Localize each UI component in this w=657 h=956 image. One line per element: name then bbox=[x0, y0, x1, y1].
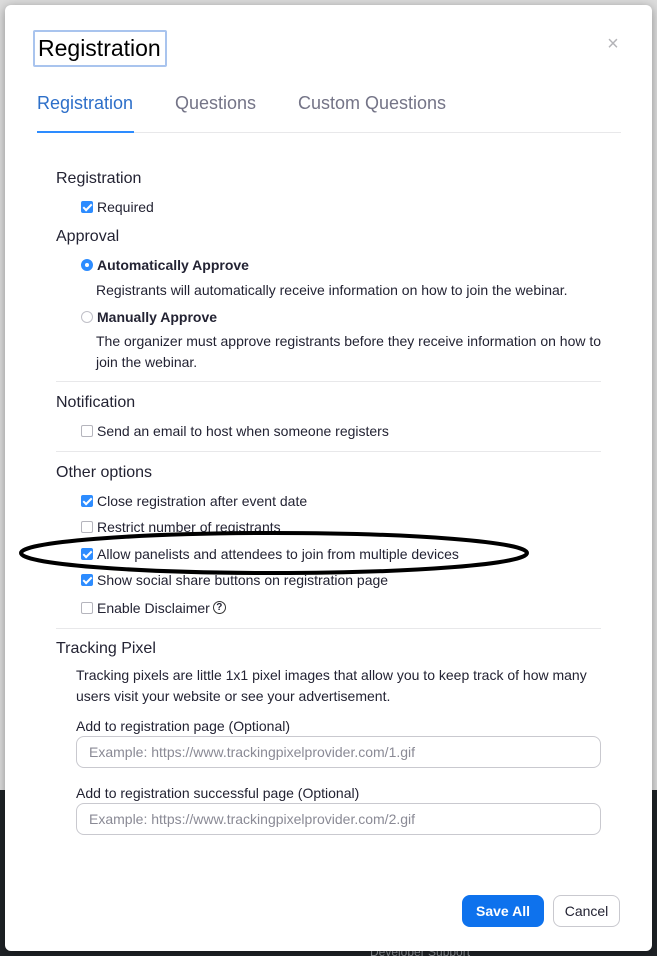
tab-registration[interactable]: Registration bbox=[37, 93, 134, 113]
dialog-title: Registration bbox=[33, 30, 167, 67]
multiple-devices-checkbox[interactable] bbox=[81, 548, 93, 560]
registration-heading: Registration bbox=[56, 170, 142, 187]
email-host-label: Send an email to host when someone registers bbox=[97, 423, 389, 439]
close-registration-label: Close registration after event date bbox=[97, 493, 308, 509]
manual-approve-label: Manually Approve bbox=[97, 309, 218, 325]
auto-approve-label: Automatically Approve bbox=[97, 257, 249, 273]
close-icon[interactable]: × bbox=[607, 33, 619, 55]
registration-page-pixel-input[interactable] bbox=[76, 736, 601, 768]
success-page-pixel-label: Add to registration successful page (Optional) bbox=[76, 785, 360, 801]
required-checkbox[interactable] bbox=[81, 201, 93, 213]
help-icon[interactable]: ? bbox=[213, 601, 226, 614]
registration-settings-dialog bbox=[5, 5, 652, 951]
notification-heading: Notification bbox=[56, 394, 136, 411]
section-divider bbox=[56, 628, 601, 629]
manual-approve-description-line2: join the webinar. bbox=[96, 354, 198, 370]
tab-custom-questions[interactable]: Custom Questions bbox=[298, 93, 447, 113]
enable-disclaimer-checkbox[interactable] bbox=[81, 602, 93, 614]
registration-page-pixel-label: Add to registration page (Optional) bbox=[76, 718, 291, 734]
multiple-devices-label: Allow panelists and attendees to join from multiple devices bbox=[97, 546, 459, 562]
tab-questions[interactable]: Questions bbox=[175, 93, 257, 113]
email-host-checkbox[interactable] bbox=[81, 425, 93, 437]
tracking-pixel-description-line1: Tracking pixels are little 1x1 pixel images that allow you to keep track of how many bbox=[76, 667, 587, 683]
cancel-button[interactable]: Cancel bbox=[553, 895, 620, 927]
manual-approve-description-line1: The organizer must approve registrants before they receive information on how to bbox=[96, 333, 602, 349]
required-label: Required bbox=[97, 199, 154, 215]
restrict-registrants-checkbox[interactable] bbox=[81, 521, 93, 533]
social-share-label: Show social share buttons on registration page bbox=[97, 572, 389, 588]
success-page-pixel-input[interactable] bbox=[76, 803, 601, 835]
approval-heading: Approval bbox=[56, 228, 120, 245]
other-options-heading: Other options bbox=[56, 464, 153, 481]
auto-approve-radio[interactable] bbox=[81, 259, 93, 271]
active-tab-indicator bbox=[37, 131, 134, 133]
enable-disclaimer-label: Enable Disclaimer bbox=[97, 600, 210, 616]
enable-disclaimer-row bbox=[97, 599, 226, 617]
tracking-pixel-heading: Tracking Pixel bbox=[56, 640, 156, 657]
social-share-checkbox[interactable] bbox=[81, 574, 93, 586]
save-all-button[interactable]: Save All bbox=[462, 895, 544, 927]
section-divider bbox=[56, 451, 601, 452]
tracking-pixel-description-line2: users visit your website or see your advertisement. bbox=[76, 688, 391, 704]
close-registration-checkbox[interactable] bbox=[81, 495, 93, 507]
manual-approve-radio[interactable] bbox=[81, 311, 93, 323]
tab-bar bbox=[37, 91, 621, 133]
restrict-registrants-label: Restrict number of registrants bbox=[97, 519, 281, 535]
auto-approve-description: Registrants will automatically receive information on how to join the webinar. bbox=[96, 282, 568, 298]
section-divider bbox=[56, 381, 601, 382]
